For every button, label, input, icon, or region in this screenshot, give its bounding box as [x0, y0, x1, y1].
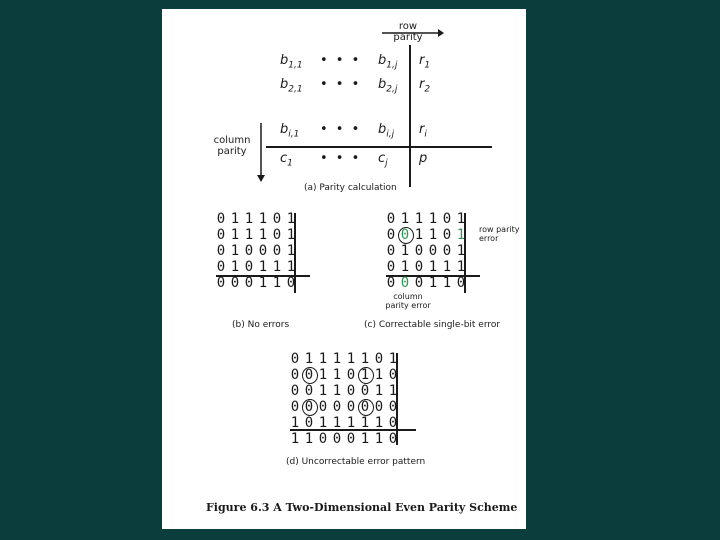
bit-cell: 0	[414, 259, 424, 275]
bit-cell: 0	[304, 383, 314, 399]
bit-cell: 1	[400, 243, 410, 259]
bit-cell: 0	[388, 367, 398, 383]
bit-cell: 1	[374, 367, 384, 383]
bit-cell: 0	[398, 227, 412, 243]
bit-cell: 0	[374, 351, 384, 367]
caption-a: (a) Parity calculation	[304, 183, 397, 193]
bit-cell: 0	[302, 399, 316, 415]
bit-cell: 0	[388, 431, 398, 447]
column-parity-label-line1: column	[213, 135, 251, 146]
bit-cell: 0	[414, 243, 424, 259]
bit-cell: 1	[360, 415, 370, 431]
bit-cell: 1	[286, 243, 296, 259]
bit-cell: 0	[272, 211, 282, 227]
bit-cell: 1	[286, 259, 296, 275]
bit-cell: 1	[290, 415, 300, 431]
bit-cell: 0	[230, 275, 240, 291]
bit-cell: 1	[456, 227, 466, 243]
bit-cell: 0	[244, 243, 254, 259]
bit-cell: 0	[360, 383, 370, 399]
bit-cell: 1	[230, 211, 240, 227]
bit-cell: 1	[428, 227, 438, 243]
bit-cell: 0	[286, 275, 296, 291]
parity-divider-horizontal	[266, 146, 492, 148]
bit-cell: 0	[258, 243, 268, 259]
bit-cell: 1	[304, 351, 314, 367]
bit-cell: 0	[318, 431, 328, 447]
column-parity-error-line1: column	[393, 292, 423, 301]
ellipsis: • • •	[320, 53, 362, 68]
bit-cell: 1	[258, 259, 268, 275]
parity-divider-vertical	[409, 45, 411, 187]
bit-cell: 0	[400, 275, 410, 291]
bit-cell: 1	[230, 227, 240, 243]
bit-cell: 0	[428, 243, 438, 259]
b21-symbol: $b_{2,1}$	[280, 77, 303, 95]
bit-cell: 0	[374, 399, 384, 415]
bit-cell: 1	[258, 227, 268, 243]
bit-cell: 0	[216, 227, 226, 243]
no-errors-grid	[214, 211, 314, 295]
bit-cell: 0	[388, 399, 398, 415]
bit-cell: 1	[290, 431, 300, 447]
bit-cell: 1	[286, 211, 296, 227]
bit-cell: 0	[346, 383, 356, 399]
b11-symbol: $b_{1,1}$	[280, 53, 303, 71]
bit-cell: 1	[400, 211, 410, 227]
bit-cell: 1	[388, 351, 398, 367]
bit-cell: 1	[318, 351, 328, 367]
bit-cell: 0	[272, 243, 282, 259]
bit-cell: 0	[304, 415, 314, 431]
bit-cell: 1	[428, 211, 438, 227]
bit-cell: 0	[388, 415, 398, 431]
bit-cell: 0	[442, 211, 452, 227]
bit-cell: 1	[318, 383, 328, 399]
bit-cell: 0	[456, 275, 466, 291]
bit-cell: 0	[318, 399, 328, 415]
bit-cell: 0	[386, 243, 396, 259]
single-bit-error-grid	[384, 211, 484, 295]
bit-cell: 0	[386, 211, 396, 227]
bit-cell: 1	[318, 415, 328, 431]
bit-cell: 1	[318, 367, 328, 383]
bij-symbol: $b_{i,j}$	[378, 122, 395, 140]
bit-cell: 1	[456, 259, 466, 275]
bit-cell: 0	[414, 275, 424, 291]
bit-cell: 1	[244, 227, 254, 243]
bit-cell: 0	[358, 399, 372, 415]
column-parity-error-label	[380, 292, 436, 310]
bit-cell: 0	[332, 399, 342, 415]
bit-cell: 0	[346, 367, 356, 383]
bit-cell: 0	[290, 399, 300, 415]
row-parity-label-line2: parity	[393, 32, 423, 43]
bit-cell: 1	[374, 415, 384, 431]
row-parity-arrow	[380, 27, 446, 39]
bit-cell: 0	[290, 383, 300, 399]
ellipsis: • • •	[320, 151, 362, 166]
bit-cell: 1	[332, 367, 342, 383]
bit-cell: 1	[360, 351, 370, 367]
bit-cell: 0	[386, 227, 396, 243]
bit-cell: 0	[216, 259, 226, 275]
bit-cell: 0	[442, 227, 452, 243]
bit-cell: 1	[414, 227, 424, 243]
b1j-symbol: $b_{1,j}$	[378, 53, 398, 71]
bit-cell: 1	[332, 383, 342, 399]
row-parity-error-label	[479, 225, 519, 243]
bit-cell: 1	[286, 227, 296, 243]
slide	[162, 9, 526, 529]
bit-cell: 1	[332, 351, 342, 367]
bit-cell: 1	[374, 383, 384, 399]
bit-cell: 0	[302, 367, 316, 383]
bit-cell: 1	[358, 367, 372, 383]
row-parity-error-line2: error	[479, 234, 499, 243]
bit-cell: 0	[290, 351, 300, 367]
bit-cell: 0	[332, 431, 342, 447]
bit-cell: 1	[456, 211, 466, 227]
bit-cell: 0	[442, 243, 452, 259]
caption-b: (b) No errors	[232, 320, 290, 330]
column-parity-error-line2: parity error	[385, 301, 431, 310]
row-parity-label-line1: row	[398, 21, 418, 32]
column-parity-label-line2: parity	[217, 146, 247, 157]
bit-cell: 1	[400, 259, 410, 275]
bit-cell: 1	[346, 351, 356, 367]
caption-c: (c) Correctable single-bit error	[364, 320, 501, 330]
bit-cell: 1	[360, 431, 370, 447]
bit-cell: 1	[388, 383, 398, 399]
bit-cell: 1	[428, 259, 438, 275]
c1-symbol: $c_1$	[280, 151, 293, 169]
bit-cell: 1	[230, 243, 240, 259]
bit-cell: 0	[244, 275, 254, 291]
bit-cell: 1	[258, 211, 268, 227]
b2j-symbol: $b_{2,j}$	[378, 77, 398, 95]
r1-symbol: $r_1$	[419, 53, 431, 71]
bit-cell: 1	[346, 415, 356, 431]
bi1-symbol: $b_{i,1}$	[280, 122, 300, 140]
bit-cell: 0	[346, 399, 356, 415]
row-parity-error-line1: row parity	[479, 225, 520, 234]
bit-cell: 1	[258, 275, 268, 291]
bit-cell: 1	[272, 259, 282, 275]
bit-cell: 1	[304, 431, 314, 447]
bit-cell: 1	[456, 243, 466, 259]
bit-cell: 1	[442, 275, 452, 291]
bit-cell: 1	[374, 431, 384, 447]
bit-cell: 0	[346, 431, 356, 447]
cj-symbol: $c_j$	[378, 151, 388, 169]
bit-cell: 0	[386, 275, 396, 291]
ri-symbol: $r_i$	[419, 122, 427, 140]
bit-cell: 0	[272, 227, 282, 243]
column-parity-arrow	[255, 121, 267, 183]
uncorrectable-grid	[288, 351, 420, 447]
bit-cell: 1	[414, 211, 424, 227]
bit-cell: 1	[442, 259, 452, 275]
bit-cell: 0	[290, 367, 300, 383]
r2-symbol: $r_2$	[419, 77, 431, 95]
bit-cell: 0	[216, 275, 226, 291]
bit-cell: 1	[244, 211, 254, 227]
bit-cell: 0	[244, 259, 254, 275]
bit-cell: 0	[386, 259, 396, 275]
bit-cell: 1	[230, 259, 240, 275]
ellipsis: • • •	[320, 122, 362, 137]
p-symbol: p	[419, 151, 428, 166]
figure-title: Figure 6.3 A Two-Dimensional Even Parity Scheme	[206, 501, 518, 514]
bit-cell: 0	[216, 243, 226, 259]
bit-cell: 1	[332, 415, 342, 431]
bit-cell: 1	[272, 275, 282, 291]
bit-cell: 0	[216, 211, 226, 227]
ellipsis: • • •	[320, 77, 362, 92]
bit-cell: 1	[428, 275, 438, 291]
caption-d: (d) Uncorrectable error pattern	[286, 457, 426, 467]
